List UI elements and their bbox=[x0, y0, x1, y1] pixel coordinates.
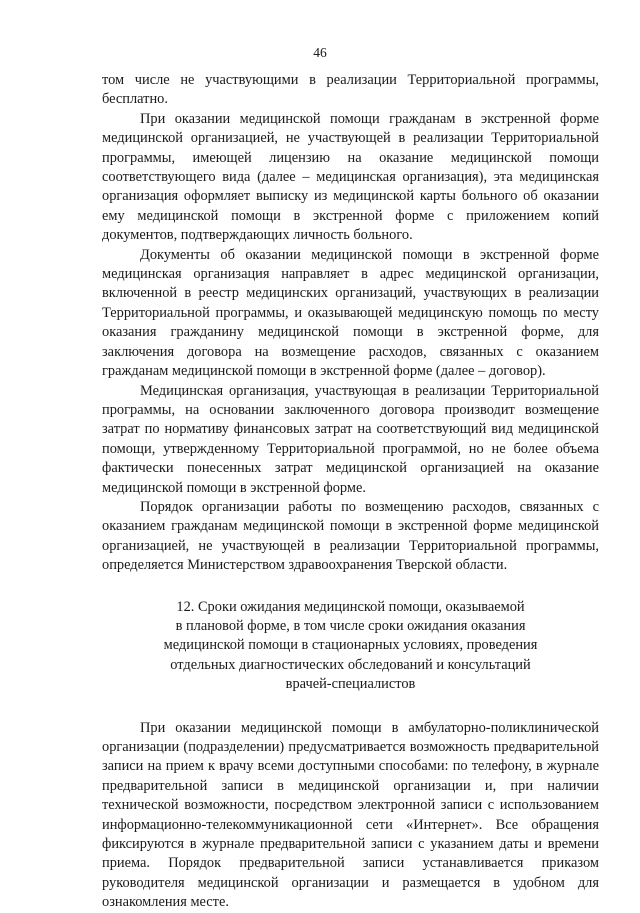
paragraph-emergency-care: При оказании медицинской помощи гражданам в экстренной форме медицинской организацией, не участвующей в реализации Территориальной программы, имеющей лицензию на оказание медицинской помощи соответствующего вида (далее – медицинская организация), эта медицинская организация оформляет выписку из медицинской карты больного об оказании ему медицинской помощи в экстренной форме с приложением копий документов, подтверждающих личность больного. bbox=[102, 110, 599, 244]
heading-line: врачей-специалистов bbox=[285, 676, 416, 693]
heading-line: отдельных диагностических обследований и консультаций bbox=[170, 656, 531, 673]
heading-line: в плановой форме, в том числе сроки ожидания оказания bbox=[175, 617, 526, 634]
paragraph-continuation: том числе не участвующими в реализации Территориальной программы, бесплатно. bbox=[102, 72, 599, 108]
heading-line: медицинской помощи в стационарных условиях, проведения bbox=[163, 637, 538, 654]
heading-line: 12. Сроки ожидания медицинской помощи, оказываемой bbox=[176, 598, 525, 615]
paragraph-procedure: Порядок организации работы по возмещению расходов, связанных с оказанием гражданам медицинской помощи в экстренной форме медицинской организацией, не участвующей в реализации Территориальной программы, определяется Министерством здравоохранения Тверской области. bbox=[102, 498, 599, 574]
paragraph-appointment-booking: При оказании медицинской помощи в амбулаторно-поликлинической организации (подразделении) предусматривается возможность предварительной записи на прием к врачу всеми доступными способами: по телефону, в журнале предварительной записи в медицинской организации и, при наличии технической возможности, посредством электронной записи с использованием информационно-телекоммуникационной сети «Интернет». Все обращения фиксируются в журнале предварительной записи с указанием даты и времени приема. Порядок предварительной записи устанавливается приказом руководителя медицинской организации и размещается в удобном для ознакомления месте. bbox=[102, 719, 599, 911]
section-12-heading bbox=[102, 598, 599, 695]
document-body bbox=[102, 71, 599, 913]
paragraph-documents: Документы об оказании медицинской помощи в экстренной форме медицинская организация направляет в адрес медицинской организации, включенной в реестр медицинских организаций, участвующих в реализации Территориальной программы, и оказывающей медицинскую помощь по месту оказания гражданину медицинской помощи в экстренной форме, для заключения договора на возмещение расходов, связанных с оказанием гражданам медицинской помощи в экстренной форме (далее – договор). bbox=[102, 246, 599, 380]
page-number: 46 bbox=[313, 45, 327, 60]
paragraph-reimbursement: Медицинская организация, участвующая в реализации Территориальной программы, на основании заключенного договора производит возмещение затрат по нормативу финансовых затрат на соответствующий вид медицинской помощи, утвержденному Территориальной программой, но не более объема фактически понесенных затрат медицинской организацией на оказание медицинской помощи в экстренной форме. bbox=[102, 382, 599, 496]
